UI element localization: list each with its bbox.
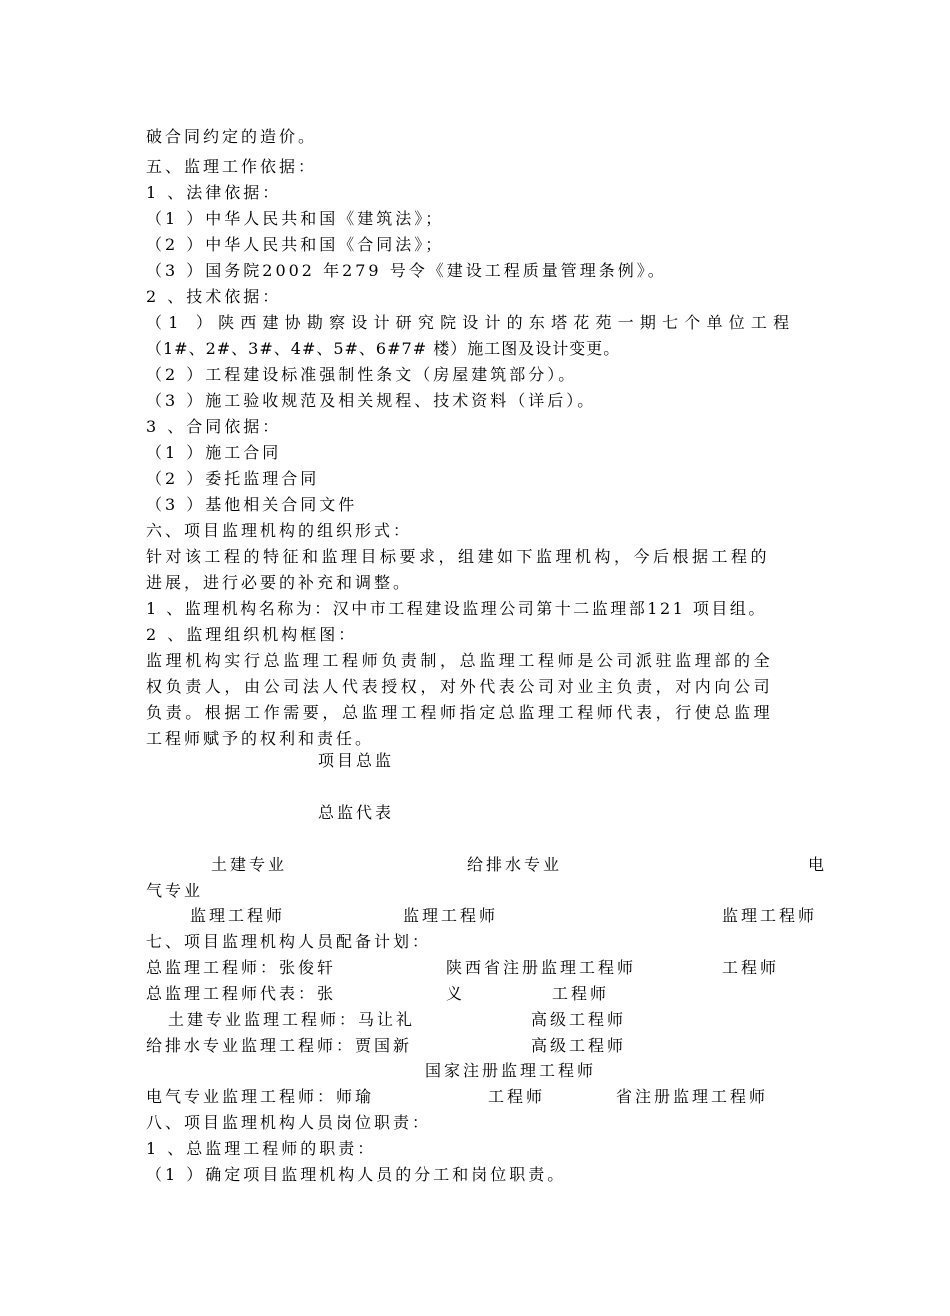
text-line: （1 ）中华人民共和国《建筑法》；: [146, 209, 445, 228]
text-line: 监理机构实行总监理工程师负责制，总监理工程师是公司派驻监理部的全: [146, 651, 774, 670]
staff-civil-title: 高级工程师: [531, 1010, 627, 1029]
org-engineer-electrical: 监理工程师: [722, 906, 818, 925]
text-line: （1 ）施工合同: [146, 443, 282, 462]
text-line: （3 ）施工验收规范及相关规程、技术资料（详后）。: [146, 391, 597, 410]
org-chart-deputy: 总监代表: [318, 803, 395, 822]
text-line: （2 ）中华人民共和国《合同法》；: [146, 235, 445, 254]
org-branch-electrical-wrap: 气专业: [146, 881, 204, 900]
section-heading: 七、项目监理机构人员配备计划：: [146, 932, 432, 951]
staff-electrical-role: 电气专业监理工程师：师瑜: [146, 1087, 375, 1106]
staff-plumbing-role: 给排水专业监理工程师：贾国新: [146, 1036, 413, 1055]
staff-plumbing-title: 高级工程师: [531, 1036, 627, 1055]
org-branch-civil: 土建专业: [211, 855, 288, 874]
staff-chief-rep-name: 义: [446, 984, 466, 1003]
staff-chief-rep-title: 工程师: [552, 984, 610, 1003]
text-line: 1 、总监理工程师的职责：: [146, 1139, 377, 1158]
staff-civil-role: 土建专业监理工程师：马让礼: [168, 1010, 416, 1029]
staff-chief-title: 工程师: [722, 958, 780, 977]
staff-chief-rep-role: 总监理工程师代表：张: [146, 984, 337, 1003]
staff-electrical-title: 工程师: [488, 1087, 546, 1106]
text-line: 2 、监理组织机构框图：: [146, 625, 358, 644]
text-line: 进展，进行必要的补充和调整。: [146, 573, 413, 592]
text-line: 破合同约定的造价。: [146, 127, 318, 146]
text-line: 1 、监理机构名称为：汉中市工程建设监理公司第十二监理部121 项目组。: [146, 599, 767, 618]
text-line: （1 ）陕西建协勘察设计研究院设计的东塔花苑一期七个单位工程: [146, 313, 796, 332]
text-line: 权负责人，由公司法人代表授权，对外代表公司对业主负责，对内向公司: [146, 677, 774, 696]
org-engineer-civil: 监理工程师: [190, 906, 286, 925]
text-line: （1#、2#、3#、4#、5#、6#7# 楼）施工图及设计变更。: [146, 339, 621, 358]
staff-chief-qualification: 陕西省注册监理工程师: [446, 958, 637, 977]
text-line: （2 ）工程建设标准强制性条文（房屋建筑部分）。: [146, 365, 578, 384]
org-engineer-plumbing: 监理工程师: [403, 906, 499, 925]
section-heading: 八、项目监理机构人员岗位职责：: [146, 1113, 432, 1132]
text-line: （2 ）委托监理合同: [146, 469, 320, 488]
text-line: （1 ）确定项目监理机构人员的分工和岗位职责。: [146, 1165, 567, 1184]
org-branch-electrical: 电: [808, 855, 828, 874]
text-line: 工程师赋予的权利和责任。: [146, 729, 375, 748]
text-line: 2 、技术依据：: [146, 287, 282, 306]
text-line: 3 、合同依据：: [146, 417, 282, 436]
text-line: （3 ）国务院2002 年279 号令《建设工程质量管理条例》。: [146, 261, 667, 280]
text-line: （3 ）基他相关合同文件: [146, 495, 358, 514]
org-branch-plumbing: 给排水专业: [467, 855, 563, 874]
staff-electrical-qualification: 省注册监理工程师: [616, 1087, 769, 1106]
text-line: 1 、法律依据：: [146, 183, 282, 202]
section-heading: 五、监理工作依据：: [146, 157, 318, 176]
staff-chief-role: 总监理工程师：张俊轩: [146, 958, 337, 977]
text-line: 针对该工程的特征和监理目标要求，组建如下监理机构，今后根据工程的: [146, 547, 771, 566]
section-heading: 六、项目监理机构的组织形式：: [146, 521, 413, 540]
text-line: 负责。根据工作需要，总监理工程师指定总监理工程师代表，行使总监理: [146, 703, 774, 722]
org-chart-top: 项目总监: [318, 751, 395, 770]
staff-plumbing-qualification: 国家注册监理工程师: [425, 1061, 597, 1080]
